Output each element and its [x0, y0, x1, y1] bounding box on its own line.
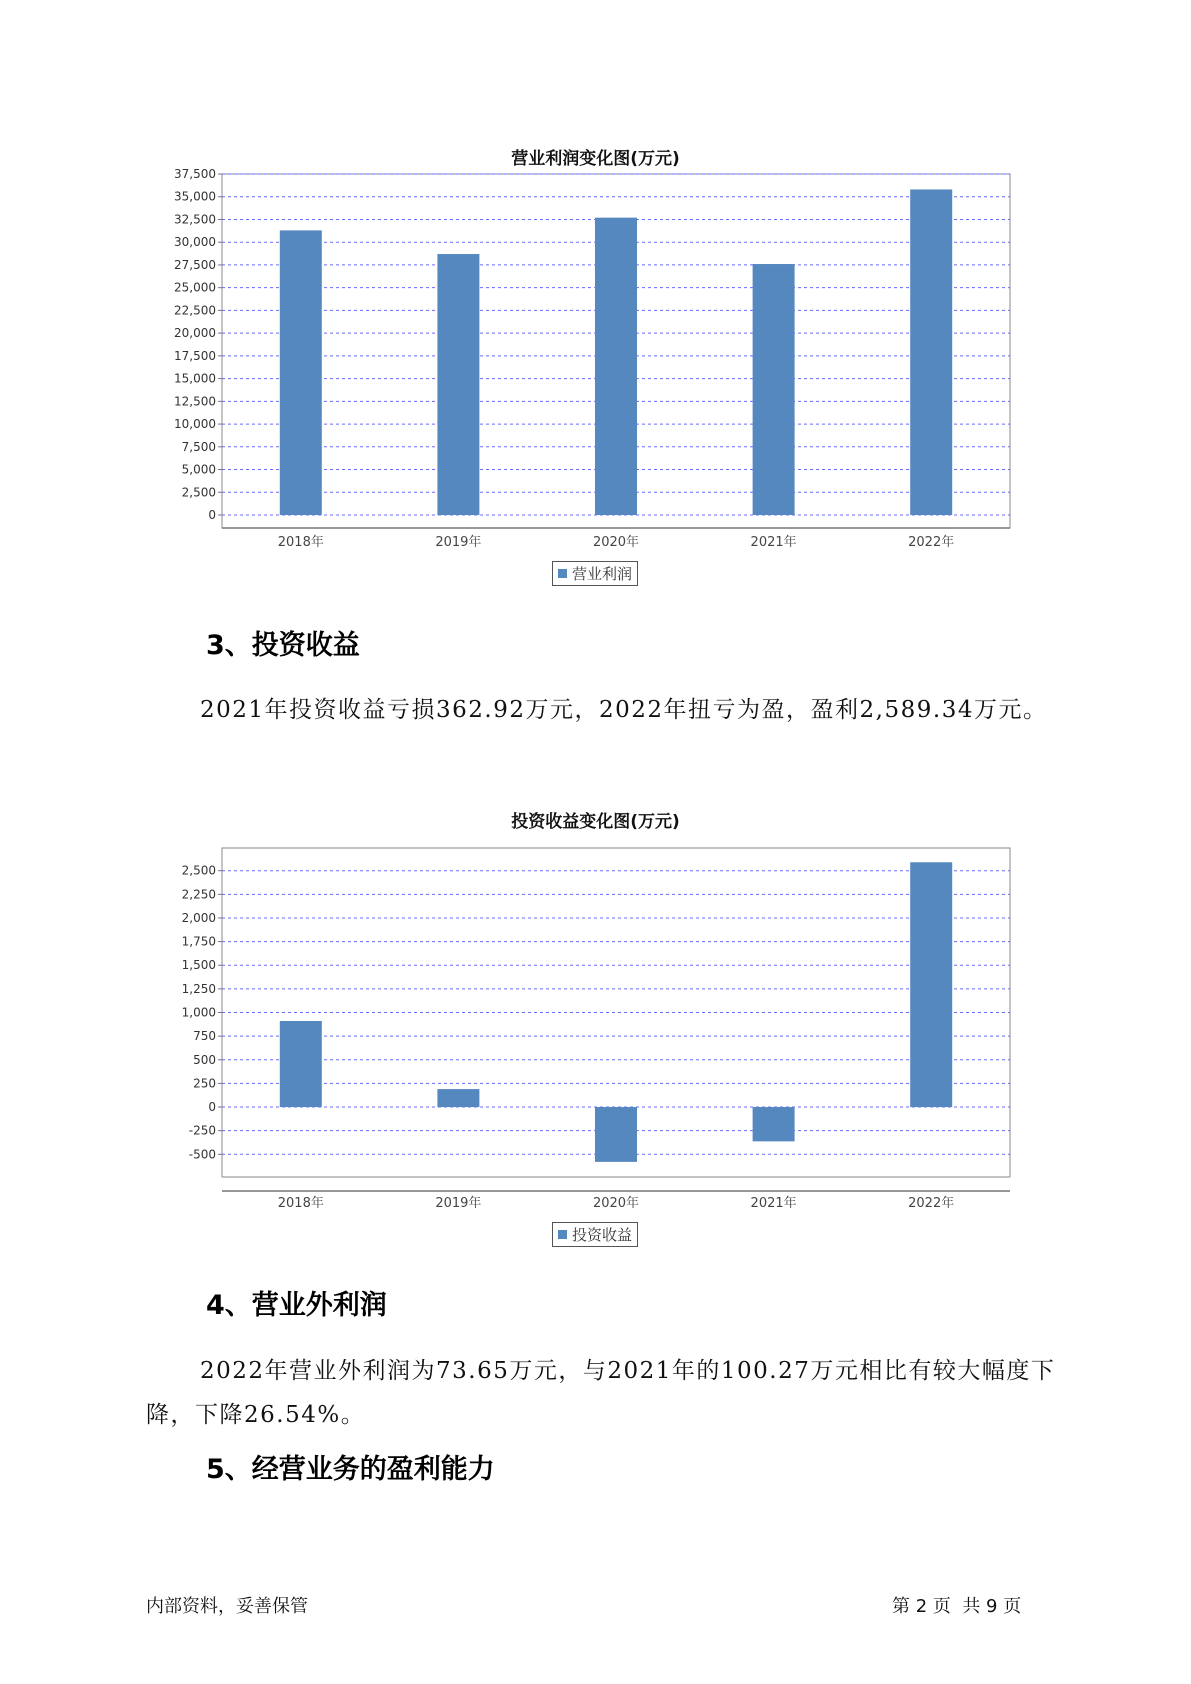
- x-tick-label: 2022年: [908, 1196, 955, 1211]
- x-tick-label: 2020年: [592, 535, 640, 550]
- y-tick-label: 1,500: [181, 958, 216, 973]
- chart-title-investment-income: 投资收益变化图(万元): [511, 812, 680, 832]
- x-tick-label: 2018年: [277, 1196, 324, 1211]
- y-tick-label: 12,500: [174, 394, 216, 409]
- section-heading-investment-income: 3、投资收益: [206, 630, 360, 661]
- bar-2022年: [910, 862, 952, 1107]
- bar-2019年: [437, 1089, 479, 1107]
- y-tick-label: 0: [208, 1100, 216, 1115]
- y-tick-label: 22,500: [174, 303, 216, 318]
- x-tick-label: 2021年: [750, 535, 797, 550]
- y-tick-label: 500: [193, 1052, 216, 1067]
- paragraph-non-operating-profit: 2022年营业外利润为73.65万元，与2021年的100.27万元相比有较大幅度下降，下降26.54%。: [146, 1358, 1056, 1428]
- y-tick-label: 2,500: [181, 863, 216, 878]
- y-tick-label: 2,000: [181, 910, 216, 925]
- y-tick-label: -500: [188, 1147, 216, 1162]
- y-tick-label: 1,750: [181, 934, 216, 949]
- section-heading-non-operating-profit: 4、营业外利润: [206, 1290, 387, 1321]
- x-tick-label: 2022年: [908, 535, 955, 550]
- chart-title-operating-profit: 营业利润变化图(万元): [511, 149, 680, 169]
- section-heading-profitability: 5、经营业务的盈利能力: [206, 1454, 495, 1485]
- y-tick-label: 1,250: [181, 981, 216, 996]
- y-tick-label: 7,500: [181, 439, 216, 454]
- y-tick-label: 15,000: [174, 371, 216, 386]
- legend-label: 营业利润: [572, 565, 633, 583]
- legend-investment-income: [552, 1222, 638, 1247]
- footer-confidential-note: 内部资料，妥善保管: [146, 1596, 308, 1617]
- y-tick-label: 20,000: [174, 326, 216, 341]
- x-tick-label: 2021年: [750, 1196, 797, 1211]
- y-tick-label: 17,500: [174, 348, 216, 363]
- y-tick-label: 32,500: [174, 212, 216, 227]
- y-tick-label: 1,000: [181, 1005, 216, 1020]
- y-tick-label: 30,000: [174, 235, 216, 250]
- y-tick-label: 27,500: [174, 257, 216, 272]
- x-tick-label: 2019年: [435, 535, 482, 550]
- x-tick-label: 2020年: [592, 1196, 640, 1211]
- y-tick-label: 250: [193, 1076, 216, 1091]
- y-tick-label: 5,000: [181, 462, 216, 477]
- y-tick-label: 2,250: [181, 887, 216, 902]
- y-tick-label: 25,000: [174, 280, 216, 295]
- legend-swatch: [558, 1230, 567, 1239]
- paragraph-investment-income: 2021年投资收益亏损362.92万元，2022年扭亏为盈，盈利2,589.34万元。: [200, 697, 1048, 723]
- x-tick-label: 2019年: [435, 1196, 482, 1211]
- footer-page-number: 第 2 页 共 9 页: [892, 1596, 1022, 1617]
- bar-2018年: [280, 1021, 322, 1107]
- y-tick-label: -250: [188, 1123, 216, 1138]
- bar-2021年: [753, 1107, 795, 1141]
- legend-label: 投资收益: [572, 1226, 633, 1244]
- bar-2020年: [595, 1107, 637, 1162]
- y-tick-label: 0: [208, 508, 216, 522]
- y-tick-label: 750: [193, 1029, 216, 1044]
- x-tick-label: 2018年: [277, 535, 324, 550]
- y-tick-label: 37,500: [174, 167, 216, 181]
- y-tick-label: 35,000: [174, 189, 216, 204]
- y-tick-label: 2,500: [181, 485, 216, 500]
- y-tick-label: 10,000: [174, 417, 216, 432]
